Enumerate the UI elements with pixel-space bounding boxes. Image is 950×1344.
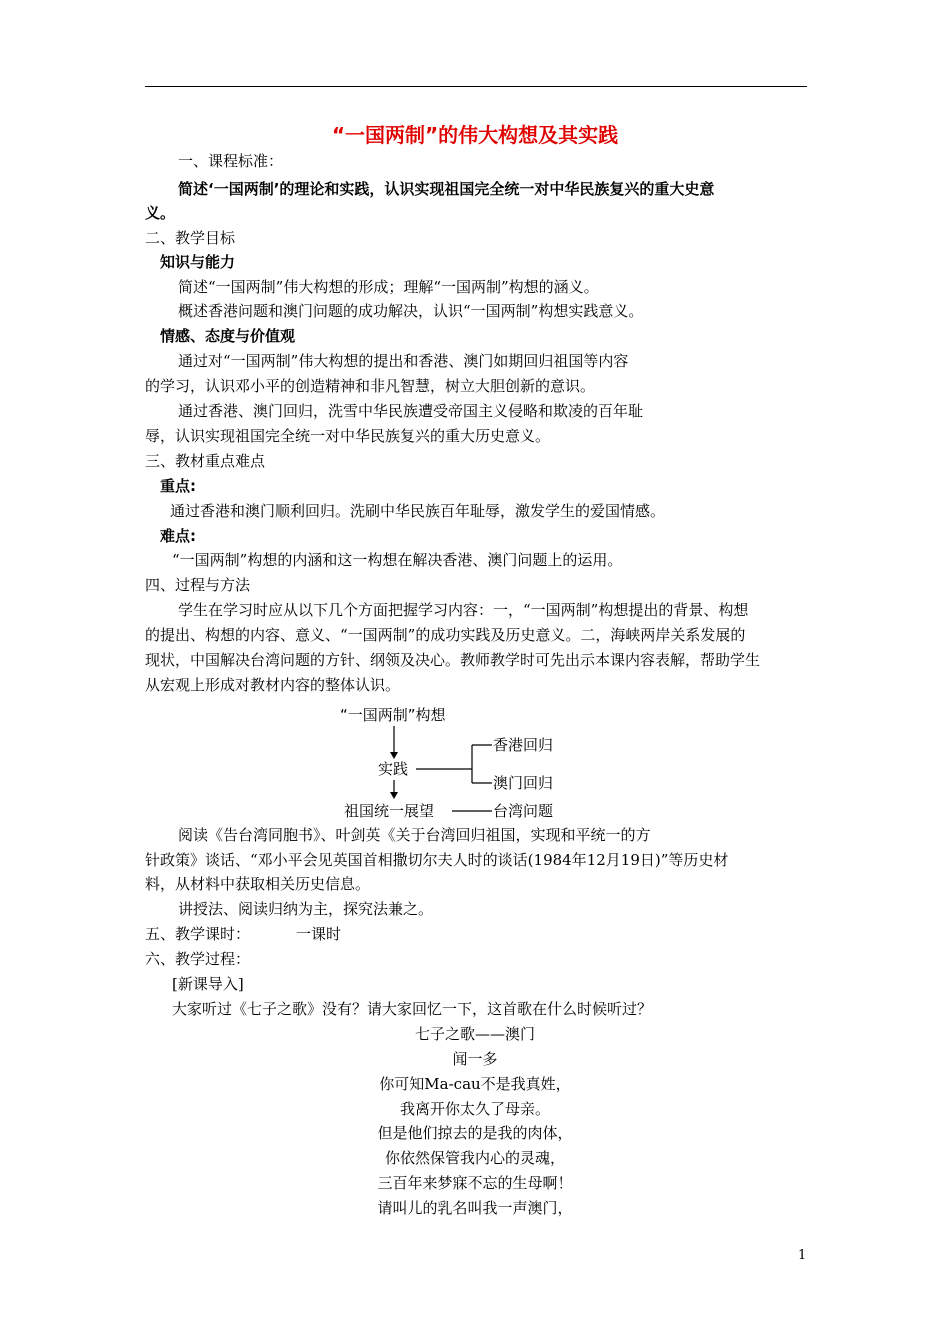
poem-line: 但是他们掠去的是我的肉体， <box>377 1124 573 1142</box>
paragraph: “一国两制”构想的内涵和这一构想在解决香港、澳门问题上的运用。 <box>172 551 623 569</box>
paragraph: 概述香港问题和澳门问题的成功解决，认识“一国两制”构想实践意义。 <box>178 302 644 320</box>
section-6-subheading: [新课导入] <box>172 975 244 993</box>
paragraph: 学生在学习时应从以下几个方面把握学习内容：一，“一国两制”构想提出的背景、构想 <box>178 601 749 619</box>
section-3-subheading-key: 重点: <box>160 477 196 495</box>
paragraph: 简述“一国两制”伟大构想的形成；理解“一国两制”构想的涵义。 <box>178 278 599 296</box>
section-3-heading: 三、教材重点难点 <box>145 452 266 470</box>
diagram-node-practice: 实践 <box>378 760 409 778</box>
section-2-subheading-values: 情感、态度与价值观 <box>160 327 296 345</box>
poem-line: 我离开你太久了母亲。 <box>399 1100 550 1118</box>
diagram-node-taiwan: 台湾问题 <box>493 802 554 820</box>
paragraph: 阅读《告台湾同胞书》、叶剑英《关于台湾回归祖国，实现和平统一的方 <box>178 826 651 844</box>
paragraph: 现状，中国解决台湾问题的方针、纲领及决心。教师教学时可先出示本课内容表解，帮助学生 <box>145 651 761 669</box>
poem-line: 请叫儿的乳名叫我一声澳门， <box>377 1199 573 1217</box>
paragraph: 大家听过《七子之歌》没有？请大家回忆一下，这首歌在什么时候听过？ <box>172 1000 653 1018</box>
header-rule <box>145 86 807 87</box>
paragraph: 通过对“一国两制”伟大构想的提出和香港、澳门如期回归祖国等内容 <box>178 352 629 370</box>
section-4-heading: 四、过程与方法 <box>145 576 251 594</box>
section-1-body: 简述‘一国两制’的理论和实践，认识实现祖国完全统一对中华民族复兴的重大史意 <box>178 180 715 198</box>
poem-line: 三百年来梦寐不忘的生母啊！ <box>377 1174 573 1192</box>
section-1-body-cont: 义。 <box>145 204 176 222</box>
section-2-heading: 二、教学目标 <box>145 229 236 247</box>
poem-line: 你依然保管我内心的灵魂， <box>384 1149 565 1167</box>
paragraph: 料，从材料中获取相关历史信息。 <box>145 875 371 893</box>
document-title: “一国两制”的伟大构想及其实践 <box>331 123 619 147</box>
section-5-value: 一课时 <box>296 925 342 943</box>
section-6-heading: 六、教学过程： <box>145 950 251 968</box>
diagram-node-hongkong: 香港回归 <box>493 736 554 754</box>
paragraph: 的学习，认识邓小平的创造精神和非凡智慧，树立大胆创新的意识。 <box>145 377 596 395</box>
section-2-subheading-knowledge: 知识与能力 <box>160 253 236 271</box>
paragraph: 针政策》谈话、“邓小平会见英国首相撒切尔夫人时的谈话(1984年12月19日)”等历史材 <box>145 851 729 869</box>
section-3-subheading-difficult: 难点: <box>160 527 196 545</box>
paragraph: 辱，认识实现祖国完全统一对中华民族复兴的重大历史意义。 <box>145 427 551 445</box>
poem-author: 闻一多 <box>452 1050 498 1068</box>
section-1-heading: 一、课程标准： <box>178 152 284 170</box>
diagram-node-concept: “一国两制”构想 <box>340 706 446 724</box>
paragraph: 从宏观上形成对教材内容的整体认识。 <box>145 676 401 694</box>
paragraph: 的提出、构想的内容、意义、“一国两制”的成功实践及历史意义。二，海峡两岸关系发展的 <box>145 626 746 644</box>
structure-diagram <box>330 702 590 822</box>
paragraph: 通过香港、澳门回归，洗雪中华民族遭受帝国主义侵略和欺凌的百年耻 <box>178 402 644 420</box>
poem-line: 你可知Ma-cau不是我真姓， <box>379 1075 571 1093</box>
page-number: 1 <box>798 1248 807 1263</box>
poem-title: 七子之歌——澳门 <box>414 1025 535 1043</box>
paragraph: 讲授法、阅读归纳为主，探究法兼之。 <box>178 900 434 918</box>
paragraph: 通过香港和澳门顺利回归。洗刷中华民族百年耻辱，激发学生的爱国情感。 <box>170 502 666 520</box>
section-5-heading: 五、教学课时： <box>145 925 251 943</box>
diagram-node-reunification: 祖国统一展望 <box>344 802 435 820</box>
diagram-node-macau: 澳门回归 <box>493 774 554 792</box>
